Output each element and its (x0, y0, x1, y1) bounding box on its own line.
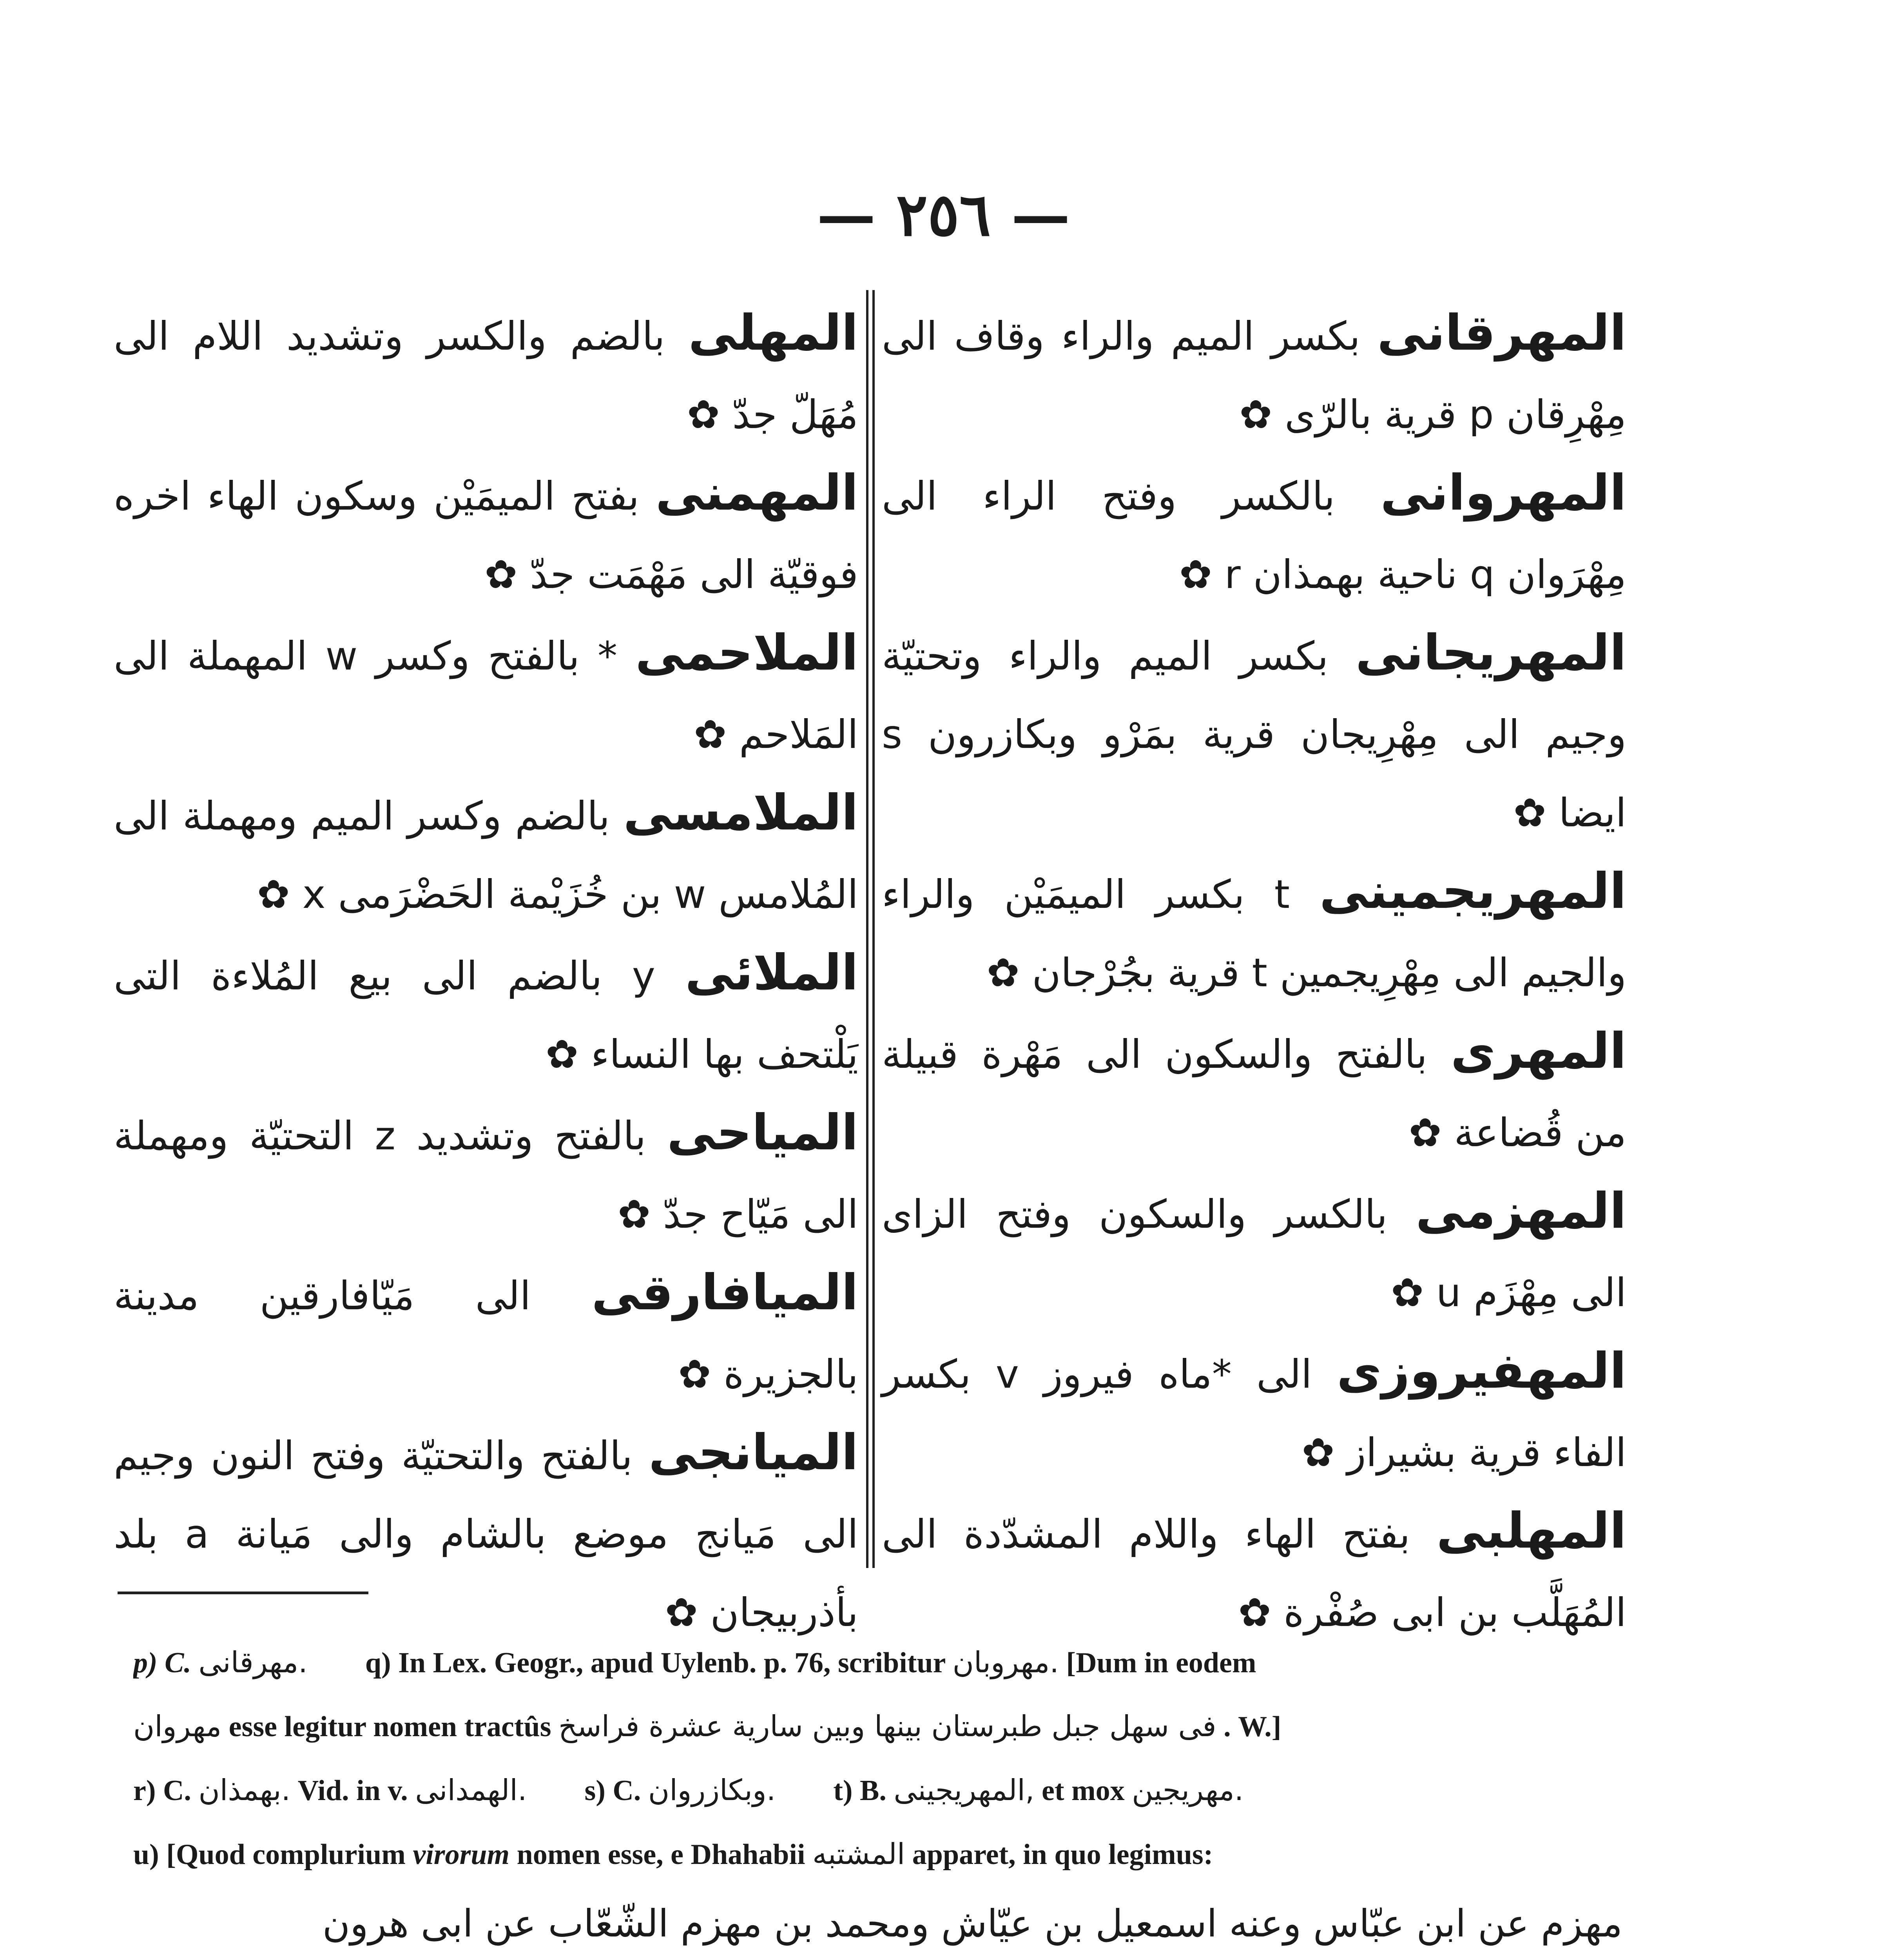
entry-headword: المهمنى (655, 465, 858, 521)
entry-text: بالكسر والسكون وفتح الزاى الى مِهْزَم u ✿ (882, 1191, 1626, 1316)
entry-headword: الملاحمى (635, 624, 858, 681)
entry (114, 454, 858, 614)
entry-headword: الملامسى (623, 784, 858, 841)
entry-text: الى مَيّافارقين مدينة بالجزيرة ✿ (114, 1273, 858, 1397)
entry-headword: المهرقانى (1377, 305, 1626, 361)
entry-headword: المهرى (1450, 1023, 1626, 1080)
entry-text: بالفتح والسكون الى مَهْرة قبيلة من قُضاعة ✿ (882, 1031, 1626, 1156)
entry-headword: المهزمى (1416, 1183, 1626, 1240)
footnote-q-latin-2: esse legitur nomen tractûs (228, 1711, 551, 1743)
entry-text: بفتح الميمَيْن وسكون الهاء اخره فوقيّة الى مَهْمَت جدّ ✿ (114, 473, 858, 597)
footnote-t-label: t) B. (833, 1775, 886, 1807)
footnote-rule (118, 1592, 368, 1594)
entry (882, 1332, 1626, 1492)
entry-headword: المهفيروزى (1336, 1343, 1626, 1399)
footnote-line (133, 1759, 1622, 1822)
entry-text: t بكسر الميمَيْن والراء والجيم الى مِهْرِيجمين t قرية بجُرْجان ✿ (882, 871, 1626, 996)
footnote-r-vid: Vid. in v. (297, 1775, 408, 1807)
footnote-r-arabic-2: الهمدانى. (415, 1773, 527, 1807)
footnote-t-arabic: المهريجينى, (894, 1773, 1035, 1807)
entry (882, 1172, 1626, 1332)
entry-text: * بالفتح وكسر w المهملة الى المَلاحم ✿ (114, 633, 858, 757)
footnote-q-tail: [Dum in eodem (1066, 1647, 1256, 1679)
entry (882, 852, 1626, 1012)
entry-text: بفتح الهاء واللام المشدّدة الى المُهَلَّب بن ابى صُفْرة ✿ (882, 1511, 1626, 1635)
entry-text: بالضم والكسر وتشديد اللام الى مُهَلّ جدّ ✿ (114, 313, 858, 437)
entry-text: بالضم وكسر الميم ومهملة الى المُلامس w بن خُزَيْمة الحَضْرَمى x ✿ (114, 793, 858, 917)
footnote-r-label: r) C. (133, 1775, 191, 1807)
entry-headword: المهريجمينى (1319, 863, 1626, 920)
footnote-s-arabic: وبكازروان. (648, 1773, 776, 1807)
entry (882, 1492, 1626, 1652)
footnote-u-mid: nomen esse, e Dhahabii (517, 1838, 805, 1871)
entry-headword: الملائى (685, 944, 858, 1001)
footnote-line (133, 1822, 1622, 1886)
entry-text: بالكسر وفتح الراء الى مِهْرَوان q ناحية بهمذان r ✿ (882, 473, 1626, 597)
footnote-q-label: q) In Lex. Geogr., apud Uylenb. p. 76, scribitur (365, 1647, 946, 1679)
footnote-u-end: apparet, in quo legimus: (912, 1838, 1213, 1871)
footnote-u-italic: virorum (413, 1838, 510, 1871)
entry (882, 454, 1626, 614)
entry-text: بالفتح وتشديد z التحتيّة ومهملة الى مَيّاح جدّ ✿ (114, 1113, 858, 1237)
entry-headword: المياحى (667, 1104, 858, 1161)
entry-text: بكسر الميم والراء وتحتيّة وجيم الى مِهْرِيجان قرية بمَرْو وبكازرون s ايضا ✿ (882, 633, 1626, 836)
entry (114, 774, 858, 934)
footnote-arabic-line: مهزم عن ابن عبّاس وعنه اسمعيل بن عيّاش ومحمد بن مهزم الشّعّاب عن ابى هرون (322, 1902, 1622, 1945)
right-column (882, 294, 1626, 1652)
entry (882, 1012, 1626, 1172)
footnote-q-arabic-1: فى سهل جبل طبرستان بينها وبين سارية عشرة فراسخ (558, 1710, 1216, 1743)
footnote-t-mox: et mox (1041, 1775, 1125, 1807)
page-number: — ٢٥٦ — (817, 180, 1070, 249)
footnote-t-arabic-2: مهريجين. (1132, 1773, 1244, 1807)
entry (114, 1254, 858, 1414)
left-column (114, 294, 858, 1652)
footnote-r-arabic: بهمذان. (198, 1773, 291, 1807)
entry-text: y بالضم الى بيع المُلاءة التى يَلْتحف بها النساء ✿ (114, 953, 858, 1077)
entry-headword: الميافارقى (591, 1264, 858, 1321)
entry (882, 294, 1626, 454)
footnote-line (133, 1631, 1622, 1695)
entry (114, 934, 858, 1094)
entry-headword: المهلبى (1436, 1503, 1626, 1559)
entry-headword: الميانجى (648, 1424, 858, 1481)
footnote-p-arabic: مهرقانى. (198, 1646, 308, 1679)
entry-headword: المهلى (688, 305, 858, 361)
entry-text: بالفتح والتحتيّة وفتح النون وجيم الى مَيانج موضع بالشام والى مَيانة a بلد بأذربيجان ✿ (114, 1433, 859, 1635)
footnotes (133, 1631, 1622, 1960)
footnote-s-label: s) C. (584, 1775, 641, 1807)
footnote-q-arabic-2: مهروان (133, 1710, 222, 1743)
entry (114, 614, 858, 774)
entry (114, 294, 858, 454)
entry (114, 1414, 858, 1652)
entry-headword: المهروانى (1380, 465, 1626, 521)
entry (114, 1094, 858, 1254)
entry-text: الى *ماه فيروز v بكسر الفاء قرية بشيراز ✿ (882, 1351, 1626, 1475)
footnote-u-arabic: المشتبه (812, 1837, 905, 1871)
entry (882, 614, 1626, 852)
entry-headword: المهريجانى (1355, 624, 1626, 681)
footnote-q-arabic: مهروبان. (952, 1646, 1059, 1679)
entry-text: بكسر الميم والراء وقاف الى مِهْرِقان p قرية بالرّى ✿ (882, 313, 1626, 437)
footnote-u-label: u) [Quod complurium (133, 1838, 406, 1871)
column-divider (866, 290, 875, 1568)
footnote-line (133, 1695, 1622, 1759)
footnote-q-end: . W.] (1224, 1711, 1282, 1743)
footnote-p-label: p) C. (133, 1647, 191, 1679)
